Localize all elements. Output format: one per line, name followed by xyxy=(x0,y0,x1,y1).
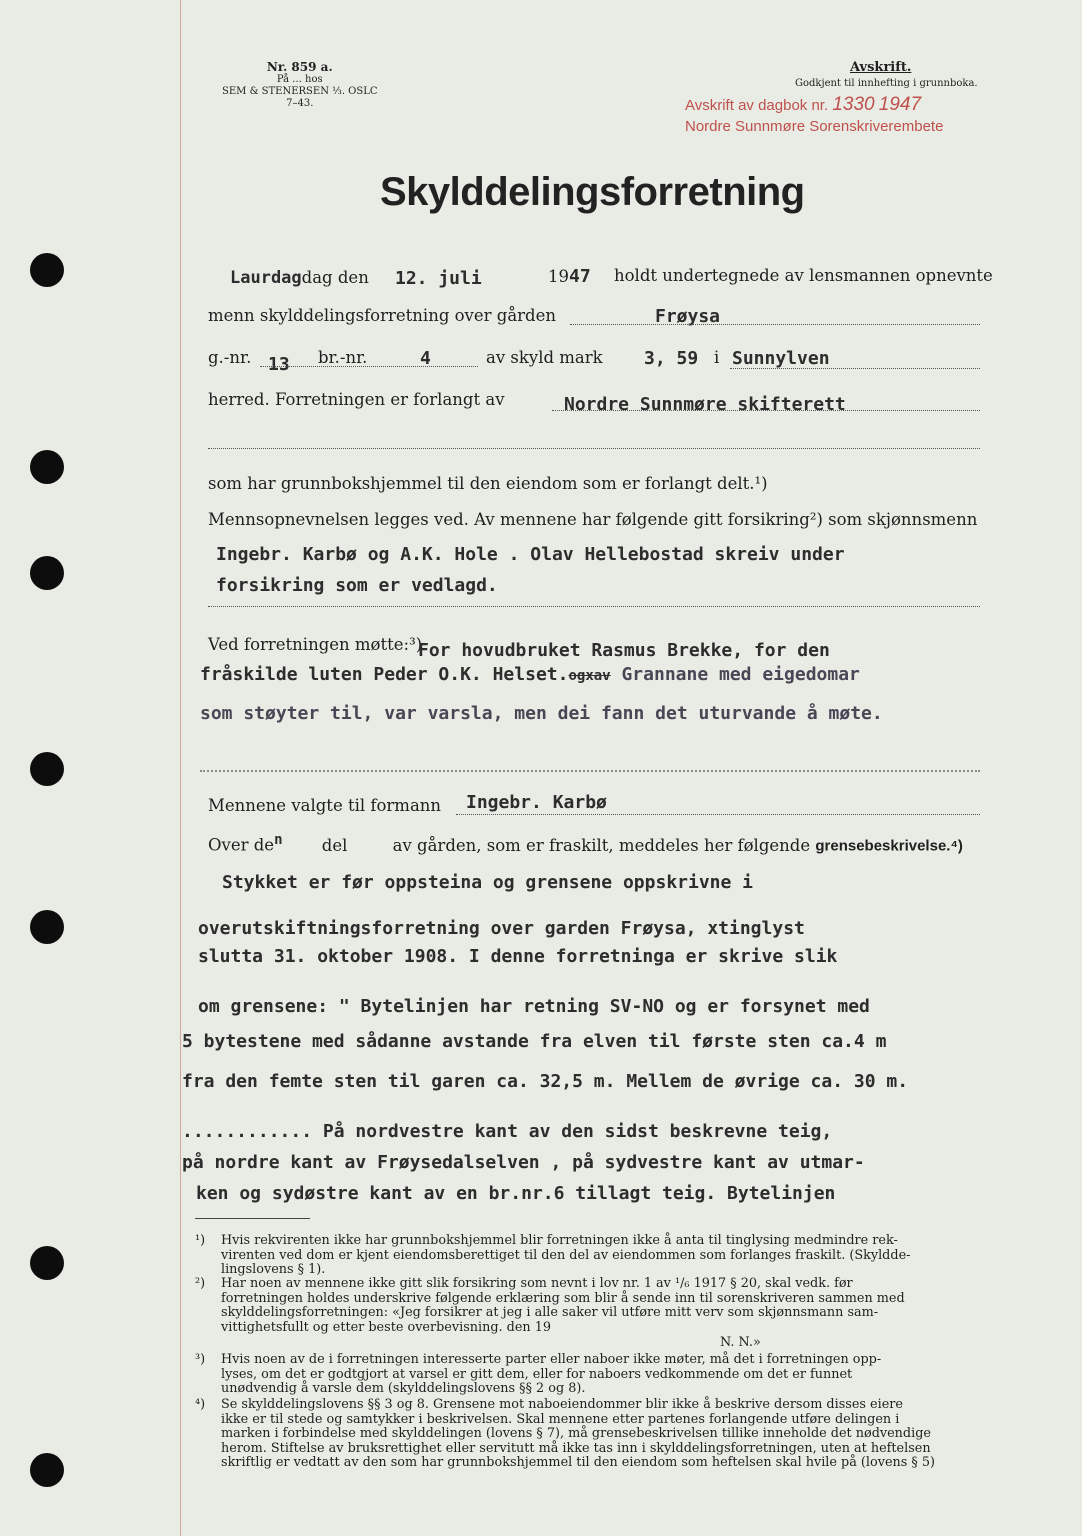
mote-line-3: som støyter til, var varsla, men dei fann det uturvande å møte. xyxy=(200,703,883,724)
over-den-c: av gården, som er fraskilt, meddeles her følgende xyxy=(392,835,811,855)
binder-hole xyxy=(30,1246,64,1280)
stamp-line-1 xyxy=(685,94,921,116)
printer-line: På ... hos xyxy=(276,74,323,85)
footnote-line: Hvis rekvirenten ikke har grunnbokshjemmel blir forretningen ikke å anta til tinglysing medmindre rek- xyxy=(221,1233,898,1248)
grense-line: overutskiftningsforretning over garden Frøysa, xtinglyst xyxy=(198,918,805,939)
grunnbok-text: som har grunnbokshjemmel til den eiendom som er forlangt delt.¹) xyxy=(208,474,768,493)
year-prefix: 19 xyxy=(548,267,569,286)
over-den-a: Over de xyxy=(208,835,275,855)
footnote-num: ¹) xyxy=(195,1233,206,1248)
meeting-day: Laurdag xyxy=(230,268,302,288)
men-line-1: Ingebr. Karbø og A.K. Hole . Olav Hellebostad skreiv under xyxy=(216,544,845,565)
meeting-line-1-text: holdt undertegnede av lensmannen opnevnte xyxy=(614,266,993,285)
printer-name: SEM & STENERSEN ⅓. OSLC xyxy=(222,86,378,97)
fill-line xyxy=(570,324,980,325)
grense-line: ............ På nordvestre kant av den sidst beskrevne teig, xyxy=(182,1121,833,1142)
godkjent-text: Godkjent til innhefting i grunnboka. xyxy=(795,78,978,89)
footnote-line: skriftlig er vedtatt av den som har grunnbokshjemmel til den eiendom som heftelsen skal hvile på (lovens § 5) xyxy=(221,1455,936,1471)
form-number: Nr. 859 a. xyxy=(266,60,333,74)
printer-date: 7–43. xyxy=(286,98,314,109)
footnote-line: virenten ved dom er kjent eiendomsberettiget til den del av eiendommen som forlanges fraskilt. (Skyldde- xyxy=(221,1247,911,1263)
year-suffix: 47 xyxy=(569,266,591,287)
footnote-line: lingslovens § 1). xyxy=(221,1262,326,1278)
footnote-2-signature: N. N.» xyxy=(720,1335,761,1350)
footnote-line: herom. Stiftelse av bruksrettighet eller servitutt må ikke tas inn i skylddelingsforretningen, uten at heftelsen xyxy=(221,1440,931,1456)
footnote-4 xyxy=(195,1397,990,1471)
footnote-line: Se skylddelingslovens §§ 3 og 8. Grensene mot naboeiendommer blir ikke å beskrive dersom disses eiere xyxy=(221,1397,903,1412)
footnote-line: Har noen av mennene ikke gitt slik forsikring som nevnt i lov nr. 1 av ¹/₆ 1917 § 20, skal vedk. før xyxy=(221,1276,853,1291)
footnote-num: ³) xyxy=(195,1352,206,1367)
bnr-label: br.-nr. xyxy=(318,348,368,367)
stamp-year: 1947 xyxy=(878,94,922,115)
binder-hole xyxy=(30,1453,64,1487)
footnote-line: lyses, om det er godtgjort at varsel er gitt dem, eller for naboers vedkommende om det er funnet xyxy=(221,1366,853,1382)
grense-line: Stykket er før oppsteina og grensene oppskrivne i xyxy=(222,872,754,893)
meeting-year xyxy=(548,266,591,287)
footnote-num: ⁴) xyxy=(195,1397,206,1412)
binder-hole xyxy=(30,253,64,287)
herred-text: herred. Forretningen er forlangt av xyxy=(208,390,505,409)
margin-rule xyxy=(180,0,181,1536)
gnr-value: 13 xyxy=(268,354,290,375)
grense-line: fra den femte sten til garen ca. 32,5 m. Mellem de øvrige ca. 30 m. xyxy=(182,1071,909,1092)
grense-line: om grensene: " Bytelinjen har retning SV-NO og er forsynet med xyxy=(198,996,870,1017)
fill-line xyxy=(260,366,478,367)
binder-hole xyxy=(30,752,64,786)
binder-hole xyxy=(30,556,64,590)
footnote-rule xyxy=(195,1218,310,1219)
skyld-value: 3, 59 xyxy=(644,348,699,369)
municipality: Sunnylven xyxy=(732,348,830,369)
avskrift-label: Avskrift. xyxy=(850,60,912,75)
footnote-line: Hvis noen av de i forretningen interesserte parter eller naboer ikke møter, må det i forretningen opp- xyxy=(221,1352,882,1367)
footnote-line: skylddelingsforretningen: «Jeg forsikrer at jeg i alle saker vil utføre mitt verv som skjønnsmann sam- xyxy=(221,1305,879,1321)
bnr-value: 4 xyxy=(420,348,431,369)
grense-line: ken og sydøstre kant av en br.nr.6 tillagt teig. Bytelinjen xyxy=(196,1183,836,1204)
mote-line-2-a: fråskilde luten Peder O.K. Helset. xyxy=(200,664,569,685)
fill-line xyxy=(208,448,980,449)
dagbok-number: 1330 xyxy=(832,94,875,115)
footnote-2 xyxy=(195,1276,990,1335)
mote-line-2 xyxy=(200,664,860,685)
mote-struck: ogxav xyxy=(568,668,611,684)
grense-line: på nordre kant av Frøysedalselven , på sydvestre kant av utmar- xyxy=(182,1152,865,1173)
stamp-line-2: Nordre Sunnmøre Sorenskriverembete xyxy=(685,118,944,135)
skyld-label: av skyld mark xyxy=(486,348,603,367)
footnote-line: ikke er til stede og samtykker i beskrivelsen. Skal mennene etter partenes forlangende utføre delingen i xyxy=(221,1411,900,1427)
over-den-line xyxy=(208,832,963,855)
mote-line-1: For hovudbruket Rasmus Brekke, for den xyxy=(418,640,830,661)
men-line-2: forsikring som er vedlagd. xyxy=(216,575,498,596)
formann-label: Mennene valgte til formann xyxy=(208,796,442,815)
farm-name: Frøysa xyxy=(655,306,721,327)
mote-label: Ved forretningen møtte:³) xyxy=(208,635,423,654)
footnote-num: ²) xyxy=(195,1276,206,1291)
printer-block xyxy=(222,60,378,110)
meeting-line-2: menn skylddelingsforretning over gården xyxy=(208,306,557,325)
footnote-3 xyxy=(195,1352,990,1397)
fill-line xyxy=(552,410,980,411)
footnote-line: forretningen holdes underskrive følgende erklæring som blir å sende inn til sorenskriveren sammen med xyxy=(221,1290,905,1306)
grense-label: grensebeskrivelse.⁴) xyxy=(815,837,963,855)
mote-line-2-b: Grannane med eigedomar xyxy=(621,664,860,685)
stamp-prefix: Avskrift av dagbok nr. xyxy=(685,97,829,114)
footnote-line: unødvendig å varsle dem (skylddelingslovens §§ 2 og 8). xyxy=(221,1381,586,1397)
grense-line: slutta 31. oktober 1908. I denne forretninga er skrive slik xyxy=(198,946,838,967)
footnote-line: marken i forbindelse med skylddelingen (lovens § 7), må grensebeskrivelsen tillike inneholde det nødvendige xyxy=(221,1426,931,1442)
over-den-n: n xyxy=(274,832,283,848)
meeting-day-suffix: dag den xyxy=(301,268,369,287)
fill-line xyxy=(730,368,980,369)
fill-line xyxy=(456,814,980,815)
meeting-date: 12. juli xyxy=(395,268,482,289)
binder-hole xyxy=(30,910,64,944)
footnote-line: vittighetsfullt og etter beste overbevisning. den 19 xyxy=(221,1319,552,1335)
binder-hole xyxy=(30,450,64,484)
gnr-label: g.-nr. xyxy=(208,348,252,367)
i-label: i xyxy=(714,348,720,367)
over-den-b: del xyxy=(321,835,348,855)
fill-line xyxy=(200,770,980,772)
footnote-1 xyxy=(195,1233,990,1278)
grense-line: 5 bytestene med sådanne avstande fra elven til første sten ca.4 m xyxy=(182,1031,887,1052)
meeting-line-1 xyxy=(230,268,369,288)
requested-by: Nordre Sunnmøre skifterett xyxy=(564,394,846,415)
mennsopnevnelse-text: Mennsopnevnelsen legges ved. Av mennene har følgende gitt forsikring²) som skjønnsmenn xyxy=(208,510,978,529)
page-title: Skylddelingsforretning xyxy=(380,170,805,214)
fill-line xyxy=(208,606,980,607)
formann-name: Ingebr. Karbø xyxy=(466,792,607,813)
